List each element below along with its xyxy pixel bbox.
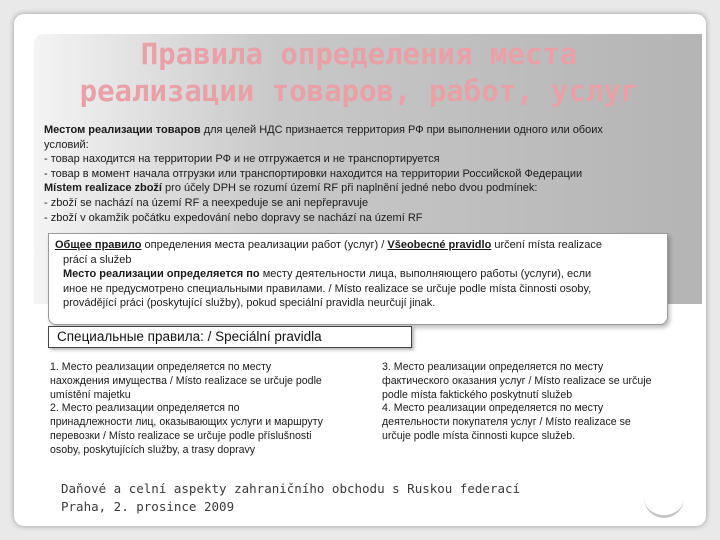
goods-rule-text: pro účely DPH se rozumí území RF při naplnění jedné nebo dvou podmínek: bbox=[162, 182, 538, 195]
special-rule-line: перевозки / Místo realizace se určuje podle příslušnosti bbox=[50, 429, 312, 442]
general-rule-text-part: месту деятельности лица, выполняющего работы (услуги), если bbox=[259, 268, 592, 281]
slide-footer bbox=[61, 480, 520, 516]
footer-title: Daňové a celní aspekty zahraničního obchodu s Ruskou federací bbox=[61, 481, 521, 496]
special-rule-line: 4. Место реализации определяется по месту bbox=[382, 402, 604, 415]
special-rule-line: принадлежности лиц, оказывающих услуги и маршруту bbox=[50, 416, 323, 429]
general-rule-text bbox=[55, 238, 665, 311]
special-rule-line: 1. Место реализации определяется по месту bbox=[50, 361, 272, 373]
general-rule-line: иное не предусмотрено специальными правилами. / Místo realizace se určuje podle místa činnosti osoby, bbox=[63, 282, 592, 295]
general-rule-line: provádějící práci (poskytující služby), pokud speciální pravidla neurčují jinak. bbox=[63, 297, 436, 310]
special-rules-heading-text: Специальные правила: / Speciální pravidla bbox=[57, 329, 322, 344]
special-rule-line: 2. Место реализации определяется по bbox=[50, 402, 240, 415]
special-rule-line: деятельности покупателя услуг / Místo realizace se bbox=[382, 416, 631, 429]
slide-title-line-2: реализации товаров, работ, услуг bbox=[79, 74, 639, 108]
goods-rule-heading-ru: Местом реализации товаров bbox=[44, 124, 201, 136]
slide bbox=[14, 14, 706, 526]
special-rule-line: podle místa faktického poskytnutí služeb bbox=[382, 388, 573, 401]
goods-rule-condition: - товар находится на территории РФ и не отгружается и не транспортируется bbox=[44, 153, 440, 166]
goods-rule-condition: - zboží se nachází na území RF a neexpeduje se ani nepřepravuje bbox=[44, 196, 369, 209]
general-rule-box bbox=[48, 233, 668, 325]
special-rule-line: фактического оказания услуг / Místo realizace se určuje bbox=[382, 374, 652, 387]
special-rule-line: umístění majetku bbox=[50, 388, 131, 401]
general-rule-text-part: определения места реализации работ (услуг) / bbox=[141, 239, 388, 251]
special-rule-line: 3. Место реализации определяется по месту bbox=[382, 361, 604, 373]
goods-rule-condition: - zboží v okamžik počátku expedování nebo dopravy se nachází na území RF bbox=[44, 211, 423, 224]
decorative-swirl bbox=[644, 493, 684, 518]
general-rule-bold: Место реализации определяется по bbox=[63, 268, 260, 281]
special-rule-line: osoby, poskytujících služby, a trasy dopravy bbox=[50, 443, 256, 456]
special-rule-line: нахождения имущества / Místo realizace se určuje podle bbox=[50, 374, 322, 387]
goods-rule-heading-cz: Místem realizace zboží bbox=[44, 182, 162, 195]
special-rules-right-column bbox=[382, 361, 698, 444]
general-rule-heading-ru: Общее правило bbox=[55, 239, 142, 251]
slide-title bbox=[54, 36, 664, 110]
general-rule-heading-cz: Všeobecné pravidlo bbox=[387, 239, 492, 251]
general-rule-line: prácí a služeb bbox=[63, 253, 132, 266]
goods-rule-condition: - товар в момент начала отгрузки или транспортировки находится на территории Российской Федерации bbox=[44, 167, 583, 180]
special-rule-line: určuje podle místa činnosti kupce služeb. bbox=[382, 429, 576, 442]
goods-rule-paragraph bbox=[44, 123, 690, 225]
footer-date: Praha, 2. prosince 2009 bbox=[61, 499, 235, 514]
special-rules-heading bbox=[48, 326, 412, 348]
general-rule-text-part: určení místa realizace bbox=[491, 239, 602, 251]
goods-rule-text: для целей НДС признается территория РФ при выполнении одного или обоих bbox=[200, 124, 603, 136]
special-rules-left-column bbox=[50, 361, 350, 458]
slide-title-line-1: Правила определения места bbox=[140, 37, 578, 71]
goods-rule-text: условий: bbox=[44, 138, 89, 151]
